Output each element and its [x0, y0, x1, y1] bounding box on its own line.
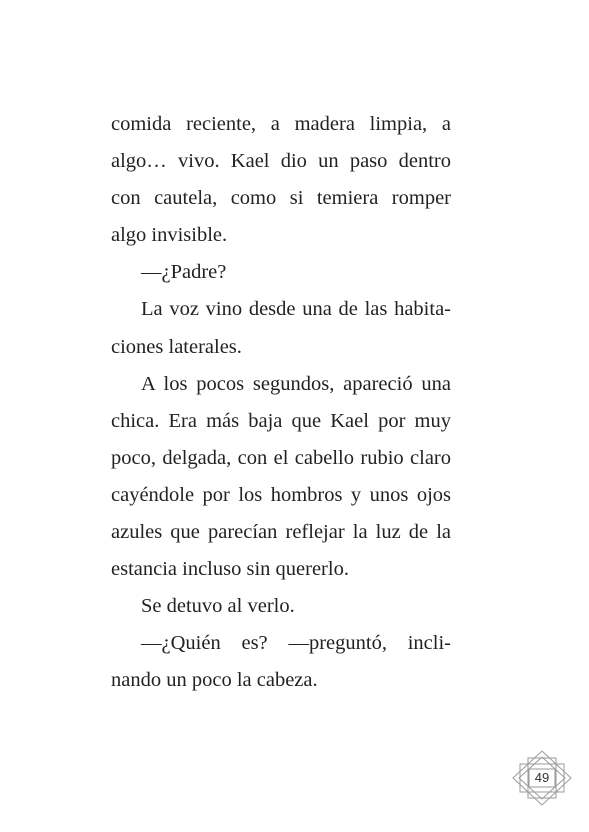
text-line: algo… vivo. Kael dio un paso dentro	[111, 150, 451, 173]
text-line: A los pocos segundos, apareció una	[141, 372, 451, 395]
text-line: La voz vino desde una de las habita-	[141, 298, 451, 321]
text-line: algo invisible.	[111, 224, 228, 247]
text-line: —¿Quién es? —preguntó, incli-	[141, 632, 451, 655]
page-number: 49	[534, 770, 550, 785]
text-line: azules que parecían reflejar la luz de la	[111, 521, 451, 544]
text-line: comida reciente, a madera limpia, a	[111, 113, 451, 135]
text-line: chica. Era más baja que Kael por muy	[111, 409, 451, 432]
text-line: —¿Padre?	[141, 261, 227, 284]
text-line: estancia incluso sin quererlo.	[111, 558, 349, 581]
text-line: ciones laterales.	[111, 335, 242, 358]
text-line: poco, delgada, con el cabello rubio claro	[111, 446, 451, 469]
text-line: Se detuvo al verlo.	[141, 595, 295, 618]
body-text	[111, 106, 451, 700]
page-number-badge	[511, 750, 573, 806]
text-line: con cautela, como si temiera romper	[111, 187, 451, 210]
text-line: nando un poco la cabeza.	[111, 669, 318, 692]
text-line: cayéndole por los hombros y unos ojos	[111, 483, 451, 506]
